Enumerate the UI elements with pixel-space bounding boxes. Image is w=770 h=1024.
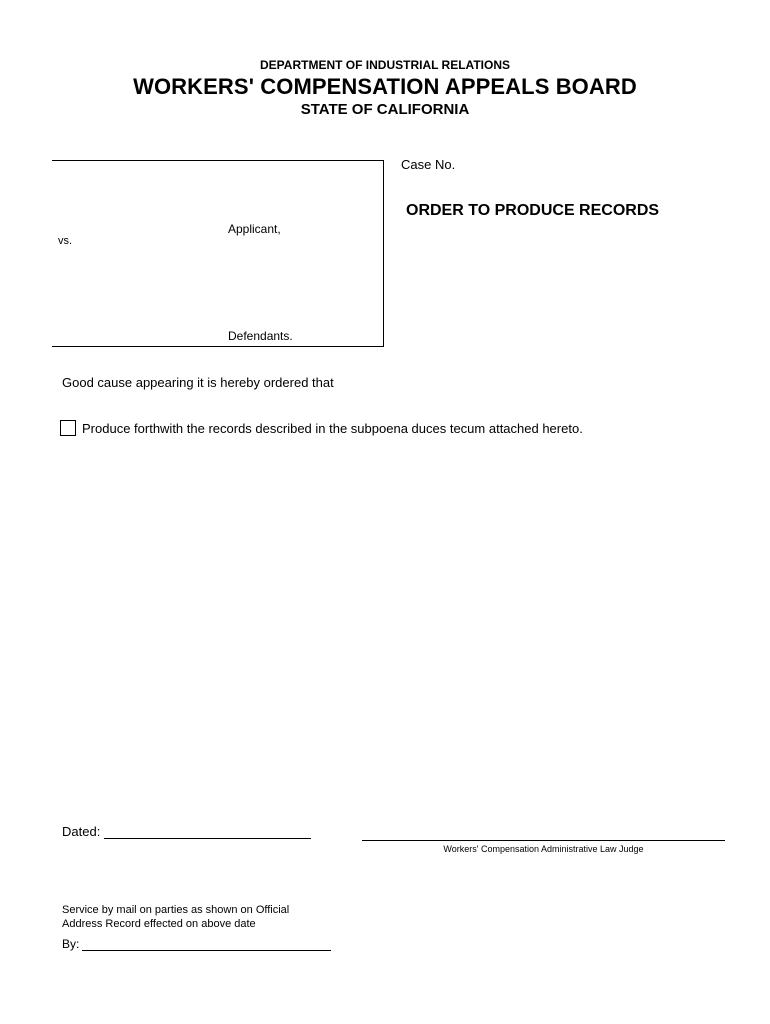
case-caption-box — [52, 160, 384, 347]
by-signature-field[interactable] — [82, 950, 331, 951]
produce-records-checkbox[interactable] — [60, 420, 76, 436]
judge-signature-field[interactable] — [362, 840, 725, 841]
board-heading: WORKERS' COMPENSATION APPEALS BOARD — [133, 74, 637, 99]
vs-label: vs. — [58, 235, 73, 247]
by-label: By: — [62, 937, 80, 951]
order-title: ORDER TO PRODUCE RECORDS — [406, 202, 660, 219]
good-cause-statement: Good cause appearing it is hereby ordered that — [62, 375, 334, 390]
service-statement — [62, 903, 289, 931]
applicant-label: Applicant, — [228, 222, 281, 236]
case-number-label: Case No. — [401, 157, 456, 172]
state-heading: STATE OF CALIFORNIA — [300, 101, 470, 118]
dated-field[interactable] — [104, 838, 311, 839]
defendants-label: Defendants. — [228, 329, 293, 343]
service-statement-line-1: Service by mail on parties as shown on Official — [62, 904, 290, 916]
produce-records-text: Produce forthwith the records described in the subpoena duces tecum attached hereto. — [82, 421, 583, 436]
dated-label: Dated: — [62, 824, 101, 839]
service-statement-line-2: Address Record effected on above date — [62, 918, 256, 930]
department-heading: DEPARTMENT OF INDUSTRIAL RELATIONS — [260, 58, 510, 72]
judge-signature-label: Workers' Compensation Administrative Law Judge — [443, 844, 644, 854]
